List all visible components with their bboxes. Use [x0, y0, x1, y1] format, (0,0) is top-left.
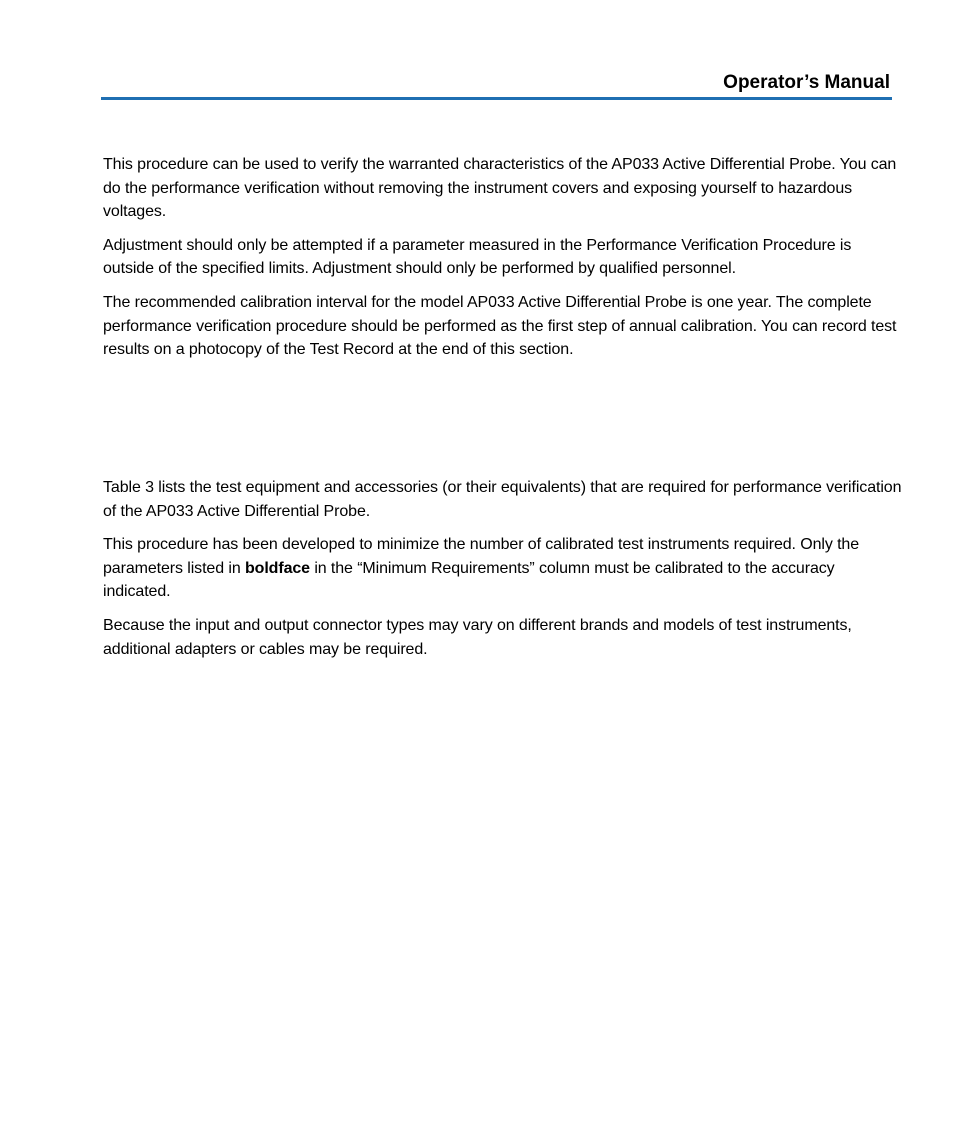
verification-intro-section — [103, 153, 903, 372]
adjustment-paragraph: Adjustment should only be attempted if a parameter measured in the Performance Verification Procedure is outside of the specified limits. Adjustment should only be performed by qualified personnel. — [103, 236, 852, 278]
test-equipment-section — [103, 476, 903, 671]
page-header — [101, 70, 892, 100]
connector-types-paragraph: Because the input and output connector types may vary on different brands and models of test instruments, additional adapters or cables may be required. — [103, 616, 852, 658]
test-equipment-paragraph: Table 3 lists the test equipment and accessories (or their equivalents) that are required for performance verification of the AP033 Active Differential Probe. — [103, 479, 902, 520]
verification-paragraph: This procedure can be used to verify the warranted characteristics of the AP033 Active Differential Probe. You can do the performance verification without removing the instrument covers and exposing yourself to hazardous voltages. — [103, 156, 897, 221]
minimum-requirements-text-after: in the “Minimum Requirements” column must be calibrated to the accuracy indicated. — [103, 559, 835, 601]
minimum-requirements-paragraph — [103, 533, 903, 604]
header-rule — [101, 97, 892, 100]
calibration-interval-paragraph: The recommended calibration interval for the model AP033 Active Differential Probe is one year. The complete performance verification procedure should be performed as the first step of annual calibration. You can record test results on a photocopy of the Test Record at the end of this section. — [103, 293, 897, 359]
boldface-word: boldface — [244, 559, 310, 577]
minimum-requirements-text-before: This procedure has been developed to minimize the number of calibrated test instruments required. Only the parameters listed in — [103, 536, 860, 577]
manual-title: Operator’s Manual — [723, 72, 890, 93]
